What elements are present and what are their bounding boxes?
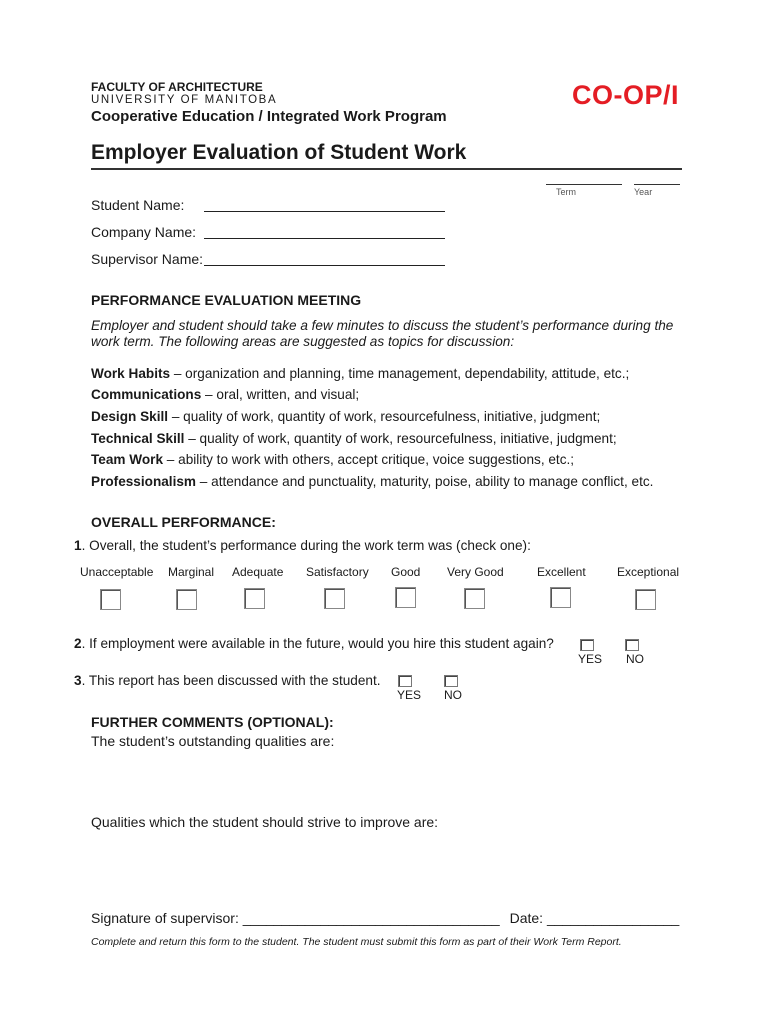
student-name-label: Student Name:: [91, 197, 185, 213]
hire-yes-label: YES: [578, 652, 603, 666]
page-title: Employer Evaluation of Student Work: [91, 141, 467, 164]
hire-yes-checkbox[interactable]: [580, 639, 594, 651]
year-input-line[interactable]: [634, 184, 680, 185]
topic-item: [91, 366, 629, 381]
topic-item: [91, 452, 574, 467]
question-3: [74, 673, 381, 688]
topic-item: [91, 409, 600, 424]
improve-qualities-prompt: Qualities which the student should strive to improve are:: [91, 814, 439, 830]
discussed-yes-checkbox[interactable]: [398, 675, 412, 687]
company-name-field[interactable]: [204, 238, 445, 239]
improve-qualities-area[interactable]: [91, 834, 681, 899]
supervisor-name-label: Supervisor Name:: [91, 251, 204, 267]
date-label: Date:: [509, 910, 544, 926]
question-text: . This report has been discussed with the student.: [81, 673, 381, 688]
topic-desc: – quality of work, quantity of work, resourcefulness, initiative, judgment;: [168, 409, 601, 424]
topic-desc: – organization and planning, time management, dependability, attitude, etc.;: [170, 366, 630, 381]
topic-desc: – oral, written, and visual;: [201, 387, 360, 402]
rating-label-very-good: Very Good: [447, 565, 504, 579]
topic-item: [91, 387, 359, 402]
topic-name: Work Habits: [91, 366, 171, 381]
university-name: UNIVERSITY OF MANITOBA: [91, 94, 278, 106]
rating-checkbox-good[interactable]: [395, 587, 416, 608]
question-text: . Overall, the student’s performance during the work term was (check one):: [81, 538, 531, 553]
topic-desc: – attendance and punctuality, maturity, poise, ability to manage conflict, etc.: [196, 474, 654, 489]
rating-checkbox-marginal[interactable]: [176, 589, 197, 610]
rating-label-marginal: Marginal: [168, 565, 215, 579]
rating-checkbox-satisfactory[interactable]: [324, 588, 345, 609]
topic-item: [91, 431, 617, 446]
discussed-no-checkbox[interactable]: [444, 675, 458, 687]
topic-name: Communications: [91, 387, 202, 402]
date-field[interactable]: _________________: [546, 910, 680, 926]
rating-label-exceptional: Exceptional: [617, 565, 680, 579]
student-name-field[interactable]: [204, 211, 445, 212]
signature-row: [91, 910, 679, 926]
comments-heading: FURTHER COMMENTS (OPTIONAL):: [91, 714, 334, 730]
footer-note: Complete and return this form to the student. The student must submit this form as part of their Work Term Report.: [91, 936, 622, 948]
rating-label-satisfactory: Satisfactory: [306, 565, 369, 579]
year-label: Year: [634, 187, 653, 197]
coop-logo: CO-OP/I: [572, 80, 680, 110]
faculty-name: FACULTY OF ARCHITECTURE: [91, 80, 263, 94]
outstanding-qualities-prompt: The student’s outstanding qualities are:: [91, 733, 335, 749]
meeting-heading: PERFORMANCE EVALUATION MEETING: [91, 292, 362, 308]
topic-item: [91, 474, 653, 489]
question-number: 1: [74, 538, 82, 553]
rating-checkbox-excellent[interactable]: [550, 587, 571, 608]
rating-label-excellent: Excellent: [537, 565, 586, 579]
term-input-line[interactable]: [546, 184, 622, 185]
meeting-intro: Employer and student should take a few minutes to discuss the student’s performance during the work term. The following areas are suggested as topics for discussion:: [91, 318, 674, 349]
hire-no-label: NO: [626, 652, 644, 666]
topic-name: Technical Skill: [91, 431, 185, 446]
overall-heading: OVERALL PERFORMANCE:: [91, 514, 276, 530]
question-2: [74, 636, 554, 651]
program-name: Cooperative Education / Integrated Work Program: [91, 108, 447, 125]
outstanding-qualities-area[interactable]: [91, 752, 681, 807]
company-name-label: Company Name:: [91, 224, 197, 240]
rating-checkbox-unacceptable[interactable]: [100, 589, 121, 610]
supervisor-name-field[interactable]: [204, 265, 445, 266]
topic-name: Team Work: [91, 452, 164, 467]
topic-desc: – quality of work, quantity of work, resourcefulness, initiative, judgment;: [184, 431, 617, 446]
discussed-yes-label: YES: [397, 688, 422, 702]
question-number: 2: [74, 636, 82, 651]
term-label: Term: [556, 187, 576, 197]
topic-name: Professionalism: [91, 474, 197, 489]
rating-label-unacceptable: Unacceptable: [80, 565, 154, 579]
question-text: . If employment were available in the future, would you hire this student again?: [81, 636, 554, 651]
question-number: 3: [74, 673, 82, 688]
rating-label-good: Good: [391, 565, 421, 579]
discussed-no-label: NO: [444, 688, 462, 702]
rating-label-adequate: Adequate: [232, 565, 284, 579]
rating-checkbox-exceptional[interactable]: [635, 589, 656, 610]
question-1: [74, 538, 531, 553]
hire-no-checkbox[interactable]: [625, 639, 639, 651]
signature-label: Signature of supervisor:: [91, 910, 239, 926]
topic-name: Design Skill: [91, 409, 169, 424]
rating-checkbox-adequate[interactable]: [244, 588, 265, 609]
signature-field[interactable]: _________________________________: [242, 910, 500, 926]
topic-desc: – ability to work with others, accept critique, voice suggestions, etc.;: [163, 452, 575, 467]
rating-checkbox-very-good[interactable]: [464, 588, 485, 609]
title-divider: [91, 168, 682, 170]
